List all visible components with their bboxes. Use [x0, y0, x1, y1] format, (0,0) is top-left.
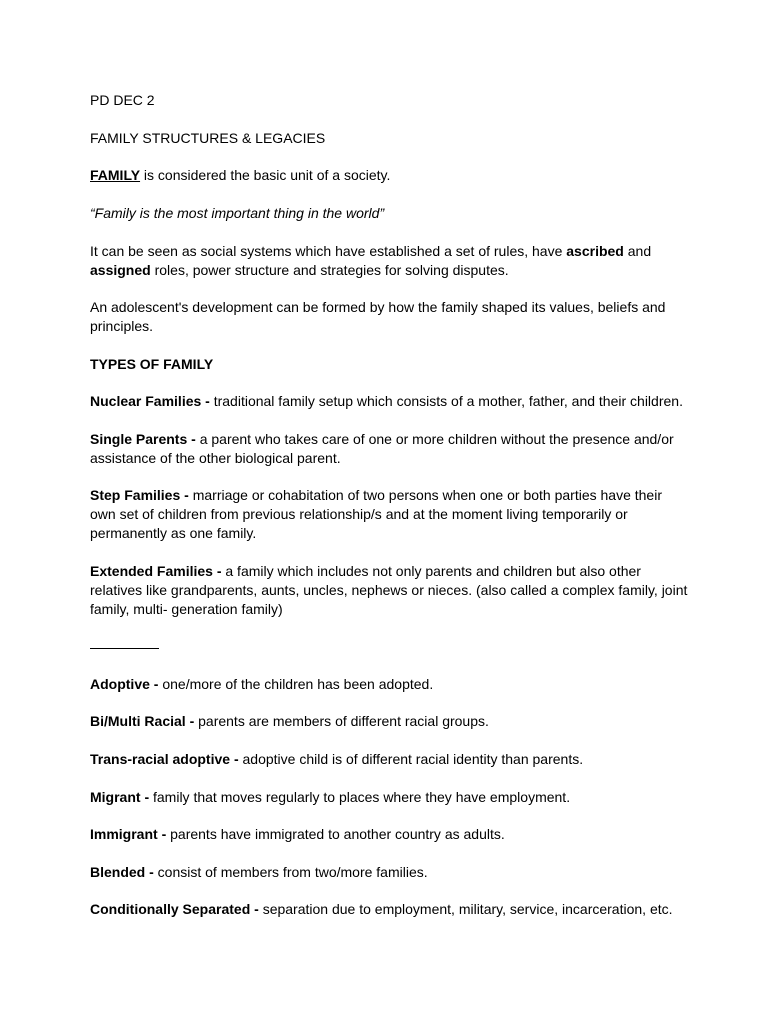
type-item-trans-racial-adoptive: [90, 750, 690, 769]
type-term: Migrant -: [90, 789, 150, 805]
type-term: Extended Families -: [90, 563, 222, 579]
systems-paragraph: [90, 242, 690, 280]
doc-header: PD DEC 2: [90, 92, 155, 108]
type-item-multi-racial: [90, 712, 690, 731]
type-term: Blended -: [90, 864, 154, 880]
systems-bold-assigned: assigned: [90, 262, 151, 278]
systems-text-3: roles, power structure and strategies for solving disputes.: [150, 262, 509, 278]
type-item-adoptive: [90, 675, 690, 694]
systems-text-2: and: [623, 243, 652, 259]
type-term: Conditionally Separated -: [90, 901, 259, 917]
type-item-migrant: [90, 788, 690, 807]
type-term: Adoptive -: [90, 676, 159, 692]
type-definition: family that moves regularly to places where they have employment.: [149, 789, 571, 805]
type-definition: a family which includes not only parents and children but also other relatives like grandparents, aunts, uncles, nephews or nieces. (also called a complex family, joint family, multi- generation family): [90, 563, 688, 617]
type-definition: separation due to employment, military, service, incarceration, etc.: [258, 901, 673, 917]
type-item-conditionally-separated: [90, 900, 690, 919]
type-definition: parents are members of different racial groups.: [194, 713, 489, 729]
type-definition: adoptive child is of different racial identity than parents.: [238, 751, 584, 767]
type-definition: marriage or cohabitation of two persons when one or both parties have their own set of children from previous relationship/s and at the moment living temporarily or permanently as one family.: [90, 487, 662, 541]
type-item-step-families: [90, 486, 690, 543]
adolescent-paragraph: An adolescent's development can be formed by how the family shaped its values, beliefs and principles.: [90, 299, 666, 334]
systems-text-1: It can be seen as social systems which have established a set of rules, have: [90, 243, 567, 259]
intro-paragraph: [90, 166, 690, 185]
type-term: Trans-racial adoptive -: [90, 751, 239, 767]
systems-bold-ascribed: ascribed: [566, 243, 624, 259]
family-quote: “Family is the most important thing in the world”: [90, 205, 385, 221]
type-definition: a parent who takes care of one or more children without the presence and/or assistance of the other biological parent.: [90, 431, 674, 466]
types-heading: TYPES OF FAMILY: [90, 356, 214, 372]
type-definition: traditional family setup which consists of a mother, father, and their children.: [209, 393, 683, 409]
type-item-single-parents: [90, 430, 690, 468]
type-term: Single Parents -: [90, 431, 196, 447]
type-definition: consist of members from two/more families.: [153, 864, 428, 880]
intro-text: is considered the basic unit of a society.: [140, 167, 391, 183]
type-item-immigrant: [90, 825, 690, 844]
type-term: Immigrant -: [90, 826, 167, 842]
type-term: Step Families -: [90, 487, 189, 503]
family-term: FAMILY: [90, 167, 141, 183]
type-term: Nuclear Families -: [90, 393, 210, 409]
type-term: Bi/Multi Racial -: [90, 713, 195, 729]
type-item-nuclear: [90, 392, 690, 411]
doc-title: FAMILY STRUCTURES & LEGACIES: [90, 130, 326, 146]
type-item-extended-families: [90, 562, 690, 619]
type-definition: one/more of the children has been adopted.: [158, 676, 434, 692]
type-definition: parents have immigrated to another country as adults.: [166, 826, 505, 842]
section-divider: [90, 648, 159, 649]
type-item-blended: [90, 863, 690, 882]
